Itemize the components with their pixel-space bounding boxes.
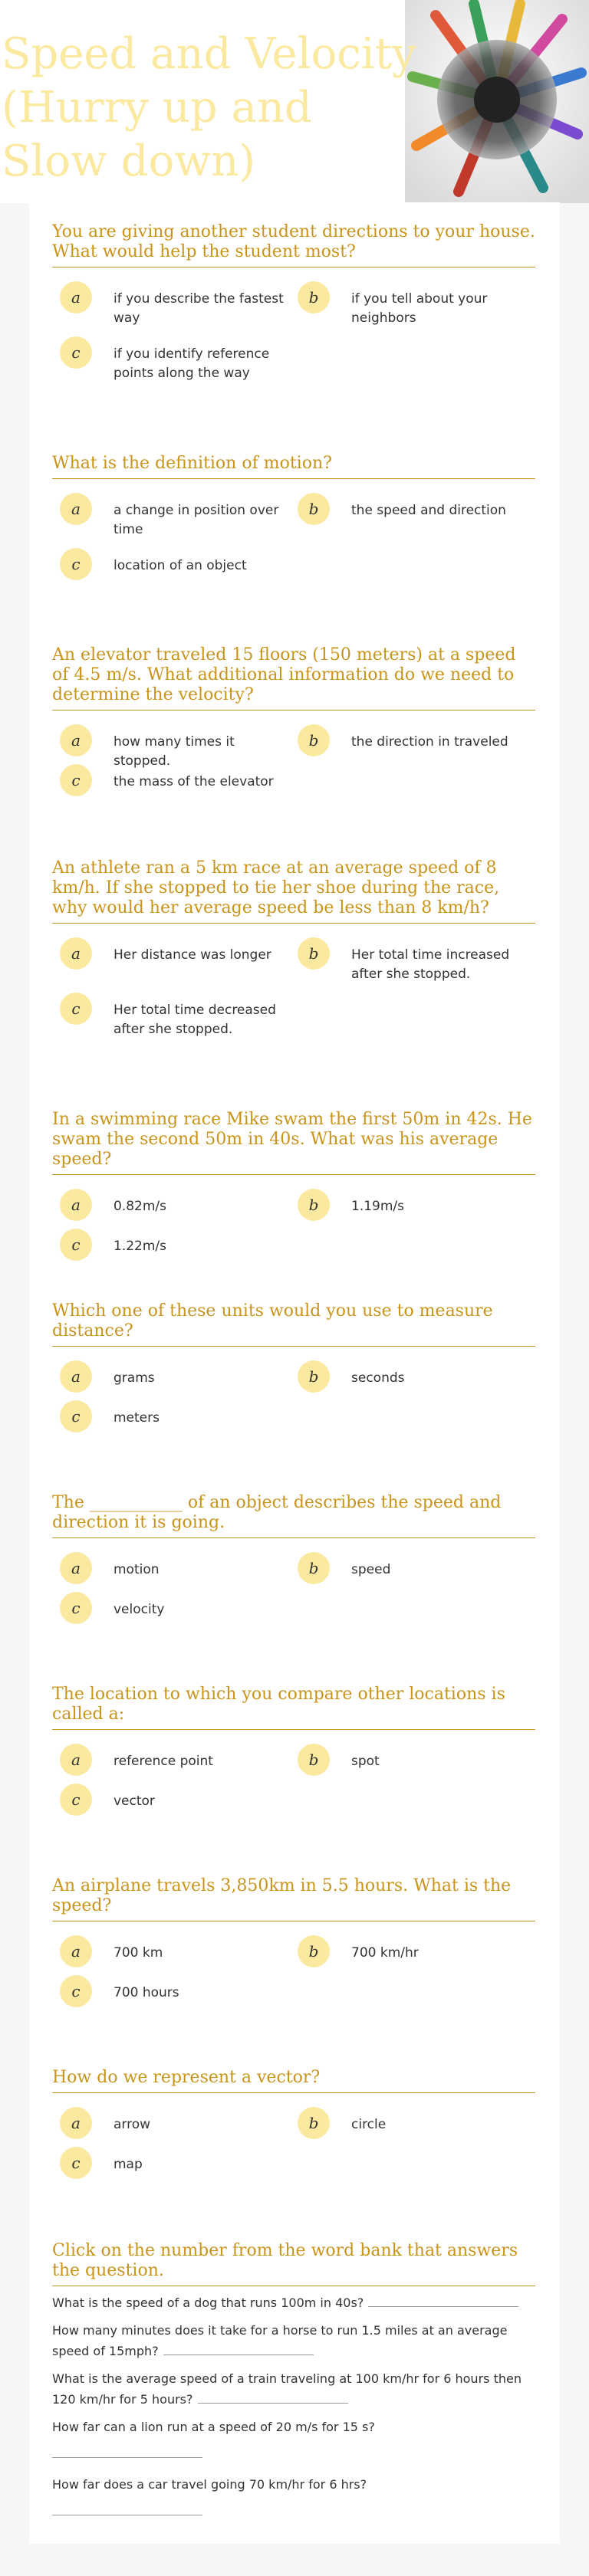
question-1 <box>52 222 535 381</box>
word-bank-item <box>52 2417 535 2458</box>
option-label: if you describe the fastest way <box>114 291 284 326</box>
question-text: An athlete ran a 5 km race at an average speed of 8 km/h. If she stopped to tie her shoe during the race, why would her average speed be less than 8 km/h? <box>52 858 535 924</box>
option-b[interactable] <box>298 281 535 328</box>
option-label: arrow <box>114 2117 151 2132</box>
option-label: the mass of the elevator <box>114 774 274 789</box>
word-bank-question: How far can a lion run at a speed of 20 m/s for 15 s? <box>52 2420 375 2434</box>
answer-blank[interactable] <box>368 2292 518 2307</box>
question-5 <box>52 1110 535 1288</box>
option-letter-bubble: c <box>60 764 92 796</box>
option-letter-bubble: c <box>60 993 92 1025</box>
option-c[interactable] <box>60 548 298 580</box>
option-letter-bubble: b <box>298 724 330 756</box>
option-a[interactable] <box>60 281 298 328</box>
answer-blank[interactable] <box>163 2341 314 2355</box>
word-bank-item <box>52 2369 535 2410</box>
option-label: reference point <box>114 1754 213 1769</box>
question-text: How do we represent a vector? <box>52 2068 535 2093</box>
question-3 <box>52 645 535 824</box>
question-text: The location to which you compare other locations is called a: <box>52 1685 535 1730</box>
option-a[interactable] <box>60 1189 298 1221</box>
page-title: Speed and Velocity (Hurry up and Slow down) <box>2 29 416 186</box>
option-a[interactable] <box>60 937 298 970</box>
option-label: if you identify reference points along the way <box>114 346 270 381</box>
option-label: spot <box>351 1754 380 1769</box>
option-b[interactable] <box>298 1552 535 1584</box>
word-bank-item <box>52 2292 535 2313</box>
option-letter-bubble: b <box>298 1935 330 1967</box>
option-label: seconds <box>351 1370 405 1386</box>
word-bank-question: How far does a car travel going 70 km/hr for 6 hrs? <box>52 2477 367 2492</box>
option-c[interactable] <box>60 1592 298 1624</box>
question-text: The ___________ of an object describes the speed and direction it is going. <box>52 1493 535 1538</box>
option-b[interactable] <box>298 493 535 525</box>
option-label: if you tell about your neighbors <box>351 291 488 326</box>
option-letter-bubble: a <box>60 1552 92 1584</box>
answer-blank[interactable] <box>52 2501 202 2515</box>
word-bank-question: What is the average speed of a train traveling at 100 km/hr for 6 hours then 120 km/hr for 5 hours? <box>52 2371 522 2407</box>
option-b[interactable] <box>298 1189 535 1221</box>
option-c[interactable] <box>60 764 298 796</box>
option-letter-bubble: c <box>60 1592 92 1624</box>
option-letter-bubble: a <box>60 1744 92 1776</box>
option-letter-bubble: b <box>298 1744 330 1776</box>
option-label: motion <box>114 1562 160 1577</box>
word-bank-section <box>52 2241 535 2523</box>
answer-blank[interactable] <box>198 2389 348 2404</box>
option-letter-bubble: c <box>60 1229 92 1261</box>
question-text: An elevator traveled 15 floors (150 meters) at a speed of 4.5 m/s. What additional information do we need to determine the velocity? <box>52 645 535 710</box>
option-label: 1.19m/s <box>351 1199 404 1214</box>
option-label: velocity <box>114 1602 165 1617</box>
option-letter-bubble: b <box>298 1189 330 1221</box>
question-4 <box>52 858 535 1037</box>
option-c[interactable] <box>60 993 298 1039</box>
question-8 <box>52 1685 535 1843</box>
option-label: meters <box>114 1410 160 1426</box>
option-letter-bubble: c <box>60 336 92 369</box>
colored-pencils-cup-photo <box>405 0 589 203</box>
question-9 <box>52 1876 535 2035</box>
option-letter-bubble: a <box>60 493 92 525</box>
option-label: Her distance was longer <box>114 947 271 963</box>
option-letter-bubble: a <box>60 1360 92 1393</box>
option-label: the direction in traveled <box>351 734 508 750</box>
option-letter-bubble: b <box>298 281 330 313</box>
option-label: a change in position over time <box>114 503 279 537</box>
option-b[interactable] <box>298 1360 535 1393</box>
option-letter-bubble: a <box>60 281 92 313</box>
worksheet-header <box>0 0 589 203</box>
question-text: Which one of these units would you use to measure distance? <box>52 1301 535 1347</box>
option-label: speed <box>351 1562 391 1577</box>
option-b[interactable] <box>298 724 535 756</box>
option-a[interactable] <box>60 1552 298 1584</box>
option-c[interactable] <box>60 1400 298 1432</box>
option-label: Her total time decreased after she stopped. <box>114 1003 276 1037</box>
option-letter-bubble: b <box>298 937 330 970</box>
option-letter-bubble: b <box>298 493 330 525</box>
option-a[interactable] <box>60 1744 298 1776</box>
option-letter-bubble: c <box>60 548 92 580</box>
question-6 <box>52 1301 535 1460</box>
question-text: What is the definition of motion? <box>52 454 535 479</box>
option-letter-bubble: c <box>60 1975 92 2007</box>
word-bank-item <box>52 2475 535 2515</box>
option-letter-bubble: a <box>60 1935 92 1967</box>
question-text: An airplane travels 3,850km in 5.5 hours. What is the speed? <box>52 1876 535 1921</box>
option-label: map <box>114 2157 143 2172</box>
option-letter-bubble: b <box>298 1552 330 1584</box>
option-letter-bubble: c <box>60 2147 92 2179</box>
option-label: the speed and direction <box>351 503 506 518</box>
word-bank-question: How many minutes does it take for a horse to run 1.5 miles at an average speed of 15mph? <box>52 2323 508 2358</box>
option-a[interactable] <box>60 1935 298 1967</box>
option-label: 700 hours <box>114 1985 179 2000</box>
answer-blank[interactable] <box>52 2443 202 2458</box>
option-b[interactable] <box>298 937 535 984</box>
option-label: grams <box>114 1370 155 1386</box>
option-a[interactable] <box>60 1360 298 1393</box>
option-letter-bubble: a <box>60 1189 92 1221</box>
option-letter-bubble: c <box>60 1784 92 1816</box>
option-c[interactable] <box>60 1229 298 1261</box>
option-label: Her total time increased after she stopped. <box>351 947 510 982</box>
word-bank-question: What is the speed of a dog that runs 100m in 40s? <box>52 2295 364 2310</box>
option-label: 700 km/hr <box>351 1945 419 1961</box>
option-letter-bubble: a <box>60 937 92 970</box>
option-letter-bubble: b <box>298 1360 330 1393</box>
option-label: 700 km <box>114 1945 163 1961</box>
option-label: 1.22m/s <box>114 1239 166 1254</box>
question-7 <box>52 1493 535 1652</box>
word-bank-item <box>52 2321 535 2361</box>
option-b[interactable] <box>298 1744 535 1776</box>
option-c[interactable] <box>60 336 298 383</box>
question-text: In a swimming race Mike swam the first 50m in 42s. He swam the second 50m in 40s. What was his average speed? <box>52 1110 535 1175</box>
option-letter-bubble: a <box>60 724 92 756</box>
word-bank-title: Click on the number from the word bank that answers the question. <box>52 2241 535 2286</box>
option-label: vector <box>114 1793 155 1809</box>
question-2 <box>52 454 535 592</box>
option-label: location of an object <box>114 558 247 573</box>
worksheet-card <box>29 202 560 2544</box>
option-label: circle <box>351 2117 387 2132</box>
question-10 <box>52 2068 535 2207</box>
option-label: how many times it stopped. <box>114 734 235 769</box>
option-b[interactable] <box>298 2107 535 2139</box>
option-a[interactable] <box>60 493 298 540</box>
option-label: 0.82m/s <box>114 1199 166 1214</box>
option-letter-bubble: b <box>298 2107 330 2139</box>
option-letter-bubble: a <box>60 2107 92 2139</box>
option-a[interactable] <box>60 2107 298 2139</box>
option-c[interactable] <box>60 2147 298 2179</box>
option-letter-bubble: c <box>60 1400 92 1432</box>
option-c[interactable] <box>60 1784 298 1816</box>
question-text: You are giving another student directions to your house. What would help the student most? <box>52 222 535 267</box>
option-b[interactable] <box>298 1935 535 1967</box>
option-c[interactable] <box>60 1975 298 2007</box>
